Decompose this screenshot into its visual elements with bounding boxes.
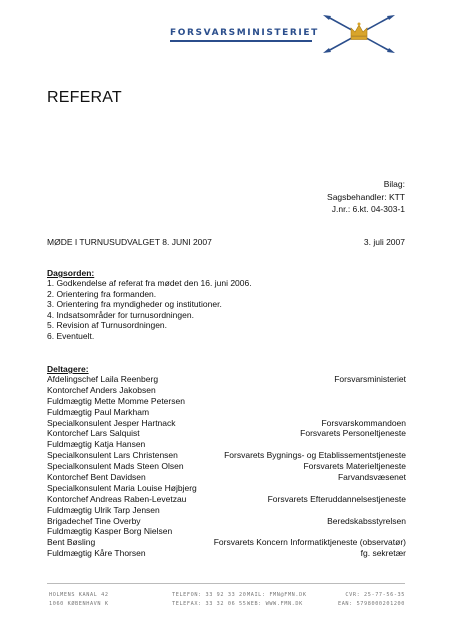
agenda-heading: Dagsorden:	[47, 268, 95, 278]
document-date: 3. juli 2007	[363, 237, 405, 247]
document-title: REFERAT	[47, 89, 122, 106]
bilag-label: Bilag:	[383, 179, 405, 189]
meeting-heading: MØDE I TURNUSUDVALGET 8. JUNI 2007	[47, 237, 212, 247]
journal-number: J.nr.: 6.kt. 04-303-1	[331, 204, 405, 215]
footer-telefax: TELEFAX: 33 32 06 55	[172, 601, 247, 607]
participant-organization: Beredskabsstyrelsen	[327, 515, 406, 526]
footer-contact	[247, 591, 307, 609]
participant-name: Kontorchef Lars Salquist	[47, 428, 140, 439]
participant-organization: Forsvarets Efteruddannelsestjeneste	[267, 493, 406, 504]
participant-row	[47, 505, 406, 516]
participant-row	[47, 374, 406, 385]
agenda-item: 1. Godkendelse af referat fra mødet den 16. juni 2006.	[47, 278, 252, 288]
participant-organization: Forsvarskommandoen	[321, 417, 406, 428]
participant-row	[47, 461, 406, 472]
participant-row	[47, 396, 406, 407]
letterhead-rule	[170, 40, 312, 42]
participant-name: Afdelingschef Laila Reenberg	[47, 374, 159, 384]
participant-name: Specialkonsulent Jesper Hartnack	[47, 417, 176, 428]
crown-crossed-swords-icon	[320, 14, 398, 54]
participant-name: Specialkonsulent Mads Steen Olsen	[47, 461, 184, 472]
footer-address	[49, 591, 109, 609]
footer-mail: MAIL: FMN@FMN.DK	[247, 592, 307, 598]
participant-row	[47, 526, 406, 537]
participant-name: Fuldmægtig Paul Markham	[47, 406, 150, 417]
organization-name: FORSVARSMINISTERIET	[170, 28, 319, 38]
participant-row	[47, 407, 406, 418]
agenda-item: 3. Orientering fra myndigheder og institutioner.	[47, 299, 222, 310]
participant-organization: Forsvarsministeriet	[334, 374, 406, 384]
agenda-item: 4. Indsatsområder for turnusordningen.	[47, 309, 194, 320]
agenda-item: 6. Eventuelt.	[47, 330, 95, 341]
letterhead	[170, 14, 410, 54]
participant-name: Fuldmægtig Kåre Thorsen	[47, 548, 146, 559]
footer-address-line: HOLMENS KANAL 42	[49, 592, 109, 598]
participant-row	[47, 418, 406, 429]
footer-ean: EAN: 5798000201200	[337, 601, 405, 607]
participant-row	[47, 439, 406, 450]
participant-row	[47, 385, 406, 396]
participant-organization: Forsvarets Koncern Informatiktjeneste (observatør)	[213, 537, 406, 548]
participant-name: Fuldmægtig Katja Hansen	[47, 439, 146, 450]
participants-heading: Deltagere:	[47, 364, 89, 374]
participant-name: Specialkonsulent Lars Christensen	[47, 450, 178, 461]
participant-organization: Forsvarets Bygnings- og Etablissementstjeneste	[224, 450, 406, 461]
footer-web: WEB: WWW.FMN.DK	[247, 601, 303, 607]
participant-row	[47, 483, 406, 494]
participant-name: Fuldmægtig Ulrik Tarp Jensen	[47, 504, 160, 515]
participant-row	[47, 548, 406, 559]
participant-row	[47, 516, 406, 527]
footer	[47, 591, 405, 615]
participant-row	[47, 494, 406, 505]
participant-name: Bent Bøsling	[47, 537, 96, 548]
footer-rule	[47, 583, 405, 584]
footer-phone	[172, 591, 246, 609]
case-handler: Sagsbehandler: KTT	[327, 191, 405, 202]
footer-cvr: CVR: 25-77-56-35	[345, 592, 405, 598]
participant-name: Kontorchef Anders Jakobsen	[47, 384, 156, 395]
participant-name: Fuldmægtig Kasper Borg Nielsen	[47, 526, 173, 537]
participant-row	[47, 428, 406, 439]
agenda-item: 5. Revision af Turnusordningen.	[47, 320, 168, 331]
participant-row	[47, 537, 406, 548]
participant-row	[47, 450, 406, 461]
participant-name: Specialkonsulent Maria Louise Højbjerg	[47, 482, 197, 493]
participant-organization: fg. sekretær	[360, 548, 406, 559]
participant-name: Kontorchef Andreas Raben-Levetzau	[47, 493, 187, 504]
meta-block	[327, 178, 405, 216]
participant-name: Brigadechef Tine Overby	[47, 515, 141, 526]
participant-organization: Forsvarets Materieltjeneste	[303, 461, 406, 472]
participant-organization: Farvandsvæsenet	[337, 472, 406, 483]
participant-organization: Forsvarets Personeltjeneste	[300, 428, 406, 439]
footer-ids	[338, 591, 405, 609]
agenda-list	[47, 278, 252, 342]
meeting-line	[47, 237, 405, 249]
participants-list	[47, 374, 406, 559]
footer-address-line: 1060 KØBENHAVN K	[49, 601, 109, 607]
participant-name: Fuldmægtig Mette Momme Petersen	[47, 395, 185, 406]
participant-row	[47, 472, 406, 483]
agenda-item: 2. Orientering fra formanden.	[47, 288, 157, 299]
footer-telephone: TELEFON: 33 92 33 20	[172, 592, 247, 598]
participant-name: Kontorchef Bent Davidsen	[47, 472, 146, 483]
